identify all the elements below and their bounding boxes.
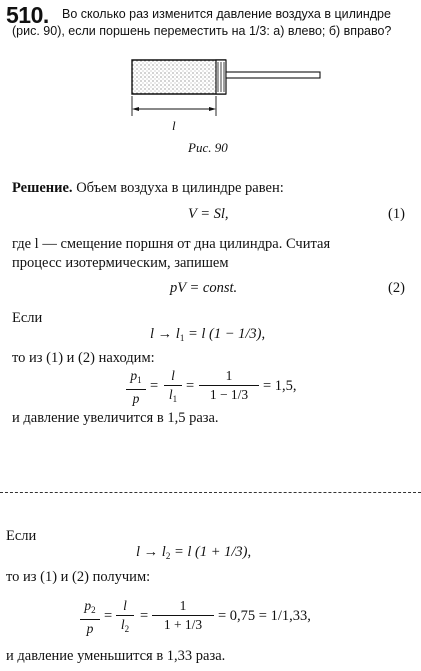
fraction-result-2: = 0,75 = 1/1,33, [218,608,311,624]
fraction-1-over [199,369,259,402]
fraction-numerator: l [171,368,175,383]
fraction-1-over [152,599,214,632]
fraction-denominator: 1 + 1/3 [163,617,203,632]
conclusion-1: и давление увеличится в 1,5 раза. [12,410,219,426]
if-label-1: Если [12,310,43,326]
equation-2: pV = const. [170,280,238,296]
equals-sign: = [104,608,113,624]
if-label-2: Если [6,528,37,544]
from-line-1: то из (1) и (2) находим: [12,350,155,366]
fraction-numerator: $p_2$ [84,598,96,615]
equation-1: V = Sl, [188,206,229,222]
air-volume [132,60,216,94]
fraction-p1-p [126,369,146,406]
fraction-denominator: p [86,621,94,636]
equation-4: $l \to l_2 = l$ (1 + 1/3), [136,544,252,561]
equation-2-number: (2) [388,280,405,296]
piston-rod [226,72,320,78]
equation-1-number: (1) [388,206,405,222]
fraction-numerator: l [123,598,127,613]
problem-number: 510. [6,2,49,28]
fraction-l-l1 [164,369,182,406]
equals-sign: = [186,378,195,394]
solution-heading: Решение. [12,180,73,196]
fraction-numerator: 1 [225,368,233,383]
solution-line-a: где l — смещение поршня от дна цилиндра. Считая [12,236,331,252]
equals-sign: = [150,378,159,394]
problem-text-line1: Во сколько раз изменится давление воздуха в цилиндре [62,7,391,21]
solution-line-b: процесс изотермическим, запишем [12,255,229,271]
fraction-l-l2 [116,599,134,636]
fraction-denominator: p [132,391,140,406]
solution-intro-text: Объем воздуха в цилиндре равен: [72,180,284,196]
length-label: l [172,118,176,133]
fraction-denominator: $l_2$ [120,617,130,634]
from-line-2: то из (1) и (2) получим: [6,569,151,585]
equation-3: $l \to l_1 = l$ (1 − 1/3), [150,326,266,343]
figure-caption: Рис. 90 [188,140,228,155]
fraction-denominator: $l_1$ [168,387,178,404]
conclusion-2: и давление уменьшится в 1,33 раза. [6,648,226,664]
fraction-numerator: $p_1$ [130,368,142,385]
fraction-result-1: = 1,5, [263,378,297,394]
solution-intro [12,180,284,197]
fraction-p2-p [80,599,100,636]
dashed-divider [0,492,421,493]
cylinder-figure [120,52,330,132]
equals-sign: = [140,608,149,624]
fraction-denominator: 1 − 1/3 [209,387,249,402]
fraction-numerator: 1 [179,598,187,613]
problem-text-line2: (рис. 90), если поршень переместить на 1/3: а) влево; б) вправо? [12,24,392,38]
